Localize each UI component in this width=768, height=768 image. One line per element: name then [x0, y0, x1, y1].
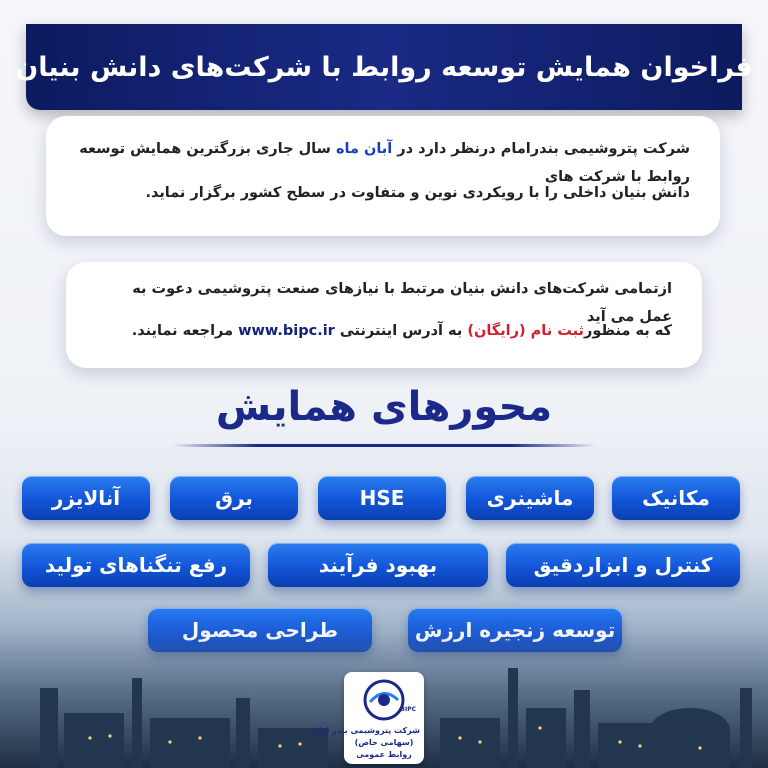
topic-production-bottlenecks: رفع تنگناهای تولید [22, 543, 250, 587]
intro-card [46, 116, 720, 236]
logo-company-name: شرکت پتروشیمی بندر امام [312, 726, 420, 735]
registration-highlight: ثبت نام (رایگان) [467, 323, 584, 339]
logo-department: روابط عمومی [356, 750, 412, 759]
topic-analyzer: آنالایزر [22, 476, 150, 520]
intro-text-pre: شرکت پتروشیمی بندرامام درنظر دارد در [392, 141, 690, 157]
invite-text-pre: که به منظور [583, 323, 672, 339]
invite-card [66, 262, 702, 368]
bipc-emblem-icon [362, 678, 406, 722]
topic-hse: HSE [318, 476, 446, 520]
axes-title: محورهای همایش [215, 384, 553, 430]
page-title: فراخوان همایش توسعه روابط با شرکت‌های دانش بنیان [15, 51, 753, 83]
topic-mechanical: مکانیک [612, 476, 740, 520]
topic-process-improvement: بهبود فرآیند [268, 543, 488, 587]
invite-line-1: ازتمامی شرکت‌های دانش بنیان مرتبط با نیازهای صنعت پتروشیمی دعوت به عمل می آید [132, 281, 672, 325]
topic-electrical: برق [170, 476, 298, 520]
intro-line-2: دانش بنیان داخلی را با رویکردی نوین و متفاوت در سطح کشور برگزار نماید. [145, 185, 690, 201]
invite-text-mid: به آدرس اینترنتی [334, 323, 468, 339]
intro-date-highlight: آبان ماه [335, 141, 393, 157]
logo-brand: BIPC [400, 706, 416, 713]
invite-line-2 [96, 318, 672, 346]
invite-text-post: مراجعه نمایند. [131, 323, 239, 339]
topic-control-instrumentation: کنترل و ابزاردقیق [506, 543, 740, 587]
website-link[interactable]: www.bipc.ir [238, 323, 335, 339]
logo-company-type: (سهامی خاص) [354, 738, 414, 747]
topic-machinery: ماشینری [466, 476, 594, 520]
company-logo [312, 672, 424, 764]
axes-title-underline [172, 444, 596, 447]
intro-text-post: سال جاری بزرگترین همایش توسعه روابط با شرکت های [79, 141, 690, 185]
header-banner [15, 24, 753, 110]
